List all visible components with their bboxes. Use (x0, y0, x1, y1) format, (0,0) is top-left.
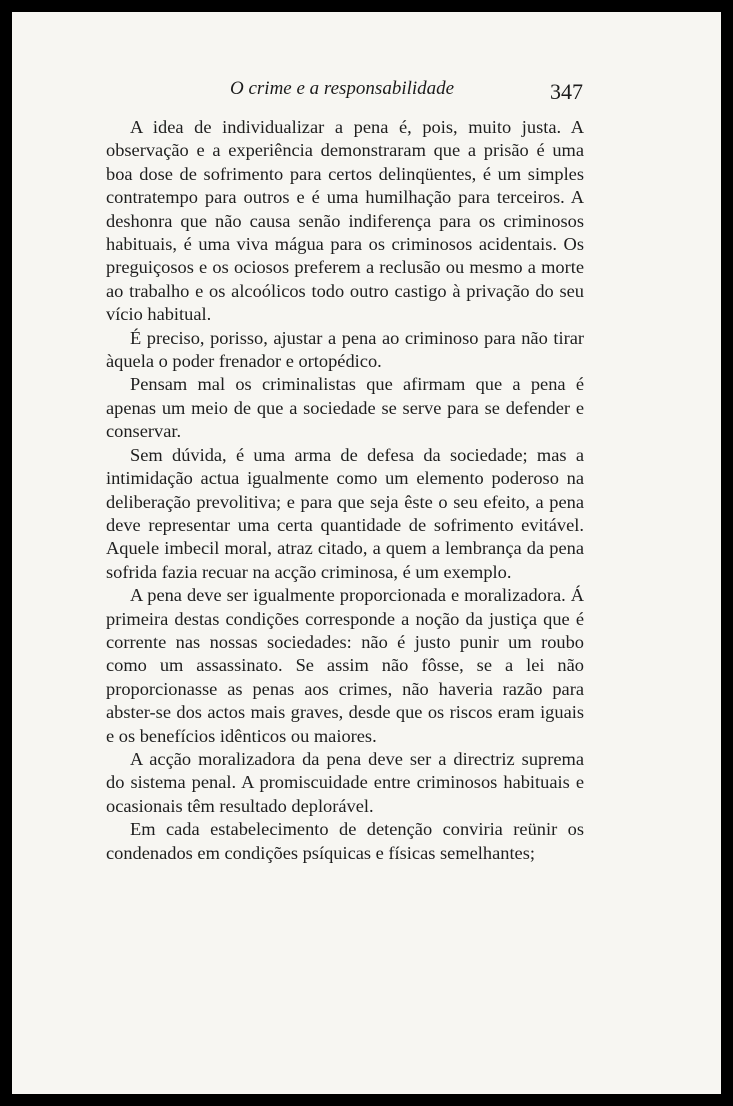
body-text (106, 116, 584, 865)
page-number: 347 (550, 79, 583, 104)
paragraph: A acção moralizadora da pena deve ser a directriz suprema do sistema penal. A promiscuidade entre criminosos habituais e ocasionais têm resultado deplorável. (106, 748, 584, 816)
paragraph: A idea de individualizar a pena é, pois, muito justa. A observação e a experiência demonstraram que a prisão é uma boa dose de sofrimento para certos delinqüentes, é um simples contratempo para outros e é uma humilhação para terceiros. A deshonra que não causa senão indiferença para os criminosos habituais, é uma viva mágua para os criminosos acidentais. Os preguiçosos e os ociosos preferem a reclusão ou mesmo a morte ao trabalho e os alcoólicos todo outro castigo à privação do seu vício habitual. (106, 117, 584, 325)
paragraph: A pena deve ser igualmente proporcionada e moralizadora. Á primeira destas condições corresponde a noção da justiça que é corrente nas nossas sociedades: não é justo punir um roubo como um assassinato. Se assim não fôsse, se a lei não proporcionasse as penas aos crimes, não haveria razão para abster-se dos actos mais graves, desde que os riscos eram iguais e os benefícios idênticos ou maiores. (106, 585, 584, 746)
paragraph: Pensam mal os criminalistas que afirmam que a pena é apenas um meio de que a sociedade se serve para se defender e conservar. (106, 374, 584, 442)
page-header (12, 78, 721, 108)
running-title: O crime e a responsabilidade (230, 78, 455, 99)
book-page (12, 12, 721, 1094)
paragraph: Em cada estabelecimento de detenção conviria reünir os condenados em condições psíquicas e físicas semelhantes; (106, 819, 584, 863)
paragraph: Sem dúvida, é uma arma de defesa da sociedade; mas a intimidação actua igualmente como um elemento poderoso na deliberação prevolitiva; e para que seja êste o seu efeito, a pena deve representar uma certa quantidade de sofrimento evitável. Aquele imbecil moral, atraz citado, a quem a lembrança da pena sofrida fazia recuar na acção criminosa, é um exemplo. (106, 444, 584, 582)
paragraph: É preciso, porisso, ajustar a pena ao criminoso para não tirar àquela o poder frenador e ortopédico. (106, 327, 584, 372)
